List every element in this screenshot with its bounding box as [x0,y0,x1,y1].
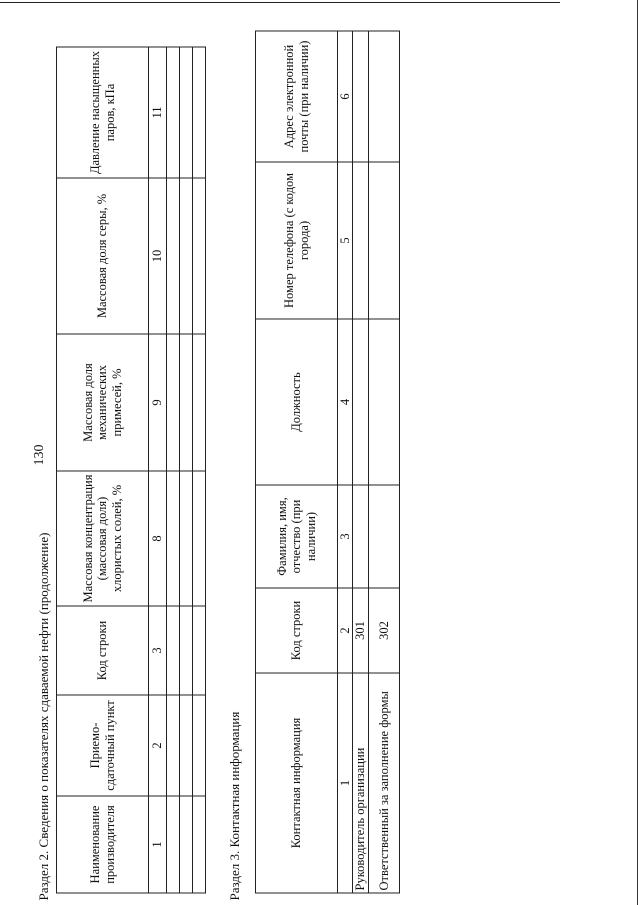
column-number: 1 [149,796,167,893]
section3-header-row [256,31,338,893]
table-cell[interactable] [193,796,206,893]
header-phone: Номер телефона (с кодом города) [256,162,338,319]
header-row-code: Код строки [256,588,338,673]
table-cell[interactable] [368,319,399,485]
table-cell[interactable] [180,47,193,178]
table-cell[interactable] [167,796,180,893]
table-row [180,47,193,893]
header-row-code: Код строки [57,606,149,695]
table-cell[interactable] [193,178,206,334]
section2-column-numbers-row [149,47,167,893]
column-number: 11 [149,47,167,178]
section2-table [56,46,206,893]
table-cell[interactable] [180,178,193,334]
table-cell[interactable] [167,334,180,471]
table-cell[interactable] [193,47,206,178]
column-number: 4 [338,319,353,485]
column-number: 2 [149,695,167,796]
header-vapor-pressure: Давление насыщенных паров, кПа [57,47,149,178]
table-cell[interactable] [368,162,399,319]
header-full-name: Фамилия, имя, отчество (при наличии) [256,485,338,588]
header-position: Должность [256,319,338,485]
header-email: Адрес электронной почты (при наличии) [256,31,338,162]
table-cell[interactable] [167,471,180,606]
header-sulfur: Массовая доля серы, % [57,178,149,334]
table-cell[interactable] [368,485,399,588]
section3-table [255,30,400,893]
table-cell[interactable] [368,31,399,162]
row-label-responsible: Ответственный за заполнение формы [368,673,399,893]
column-number: 3 [149,606,167,695]
table-cell[interactable] [353,319,368,485]
column-number: 10 [149,178,167,334]
column-number: 9 [149,334,167,471]
table-cell[interactable] [167,47,180,178]
table-row [167,47,180,893]
header-delivery-point: Приемо-сдаточный пункт [57,695,149,796]
table-cell[interactable] [180,695,193,796]
row-code: 301 [353,588,368,673]
table-cell[interactable] [180,796,193,893]
table-row [193,47,206,893]
column-number: 1 [338,673,353,893]
header-chloride-salts: Массовая концентрация (массовая доля) хлористых солей, % [57,471,149,606]
header-mechanical-impurities: Массовая доля механических примесей, % [57,334,149,471]
section3-title: Раздел 3. Контактная информация [227,711,242,900]
table-cell[interactable] [353,31,368,162]
table-cell[interactable] [353,162,368,319]
section2-header-row [57,47,149,893]
column-number: 5 [338,162,353,319]
section3-column-numbers-row [338,31,353,893]
row-label-director: Руководитель организации [353,673,368,893]
table-row [368,31,399,893]
column-number: 8 [149,471,167,606]
header-contact-info: Контактная информация [256,673,338,893]
column-number: 3 [338,485,353,588]
table-row [353,31,368,893]
column-number: 6 [338,31,353,162]
row-code: 302 [368,588,399,673]
table-cell[interactable] [193,695,206,796]
table-cell[interactable] [180,334,193,471]
page-number: 130 [32,444,47,465]
column-number: 2 [338,588,353,673]
table-cell[interactable] [180,606,193,695]
table-cell[interactable] [193,471,206,606]
section2-title: Раздел 2. Сведения о показателях сдаваемой нефти (продолжение) [36,532,51,900]
table-cell[interactable] [353,485,368,588]
table-cell[interactable] [167,178,180,334]
table-cell[interactable] [180,471,193,606]
table-cell[interactable] [193,606,206,695]
table-cell[interactable] [193,334,206,471]
header-producer-name: Наименование производителя [57,796,149,893]
table-cell[interactable] [167,606,180,695]
table-cell[interactable] [167,695,180,796]
